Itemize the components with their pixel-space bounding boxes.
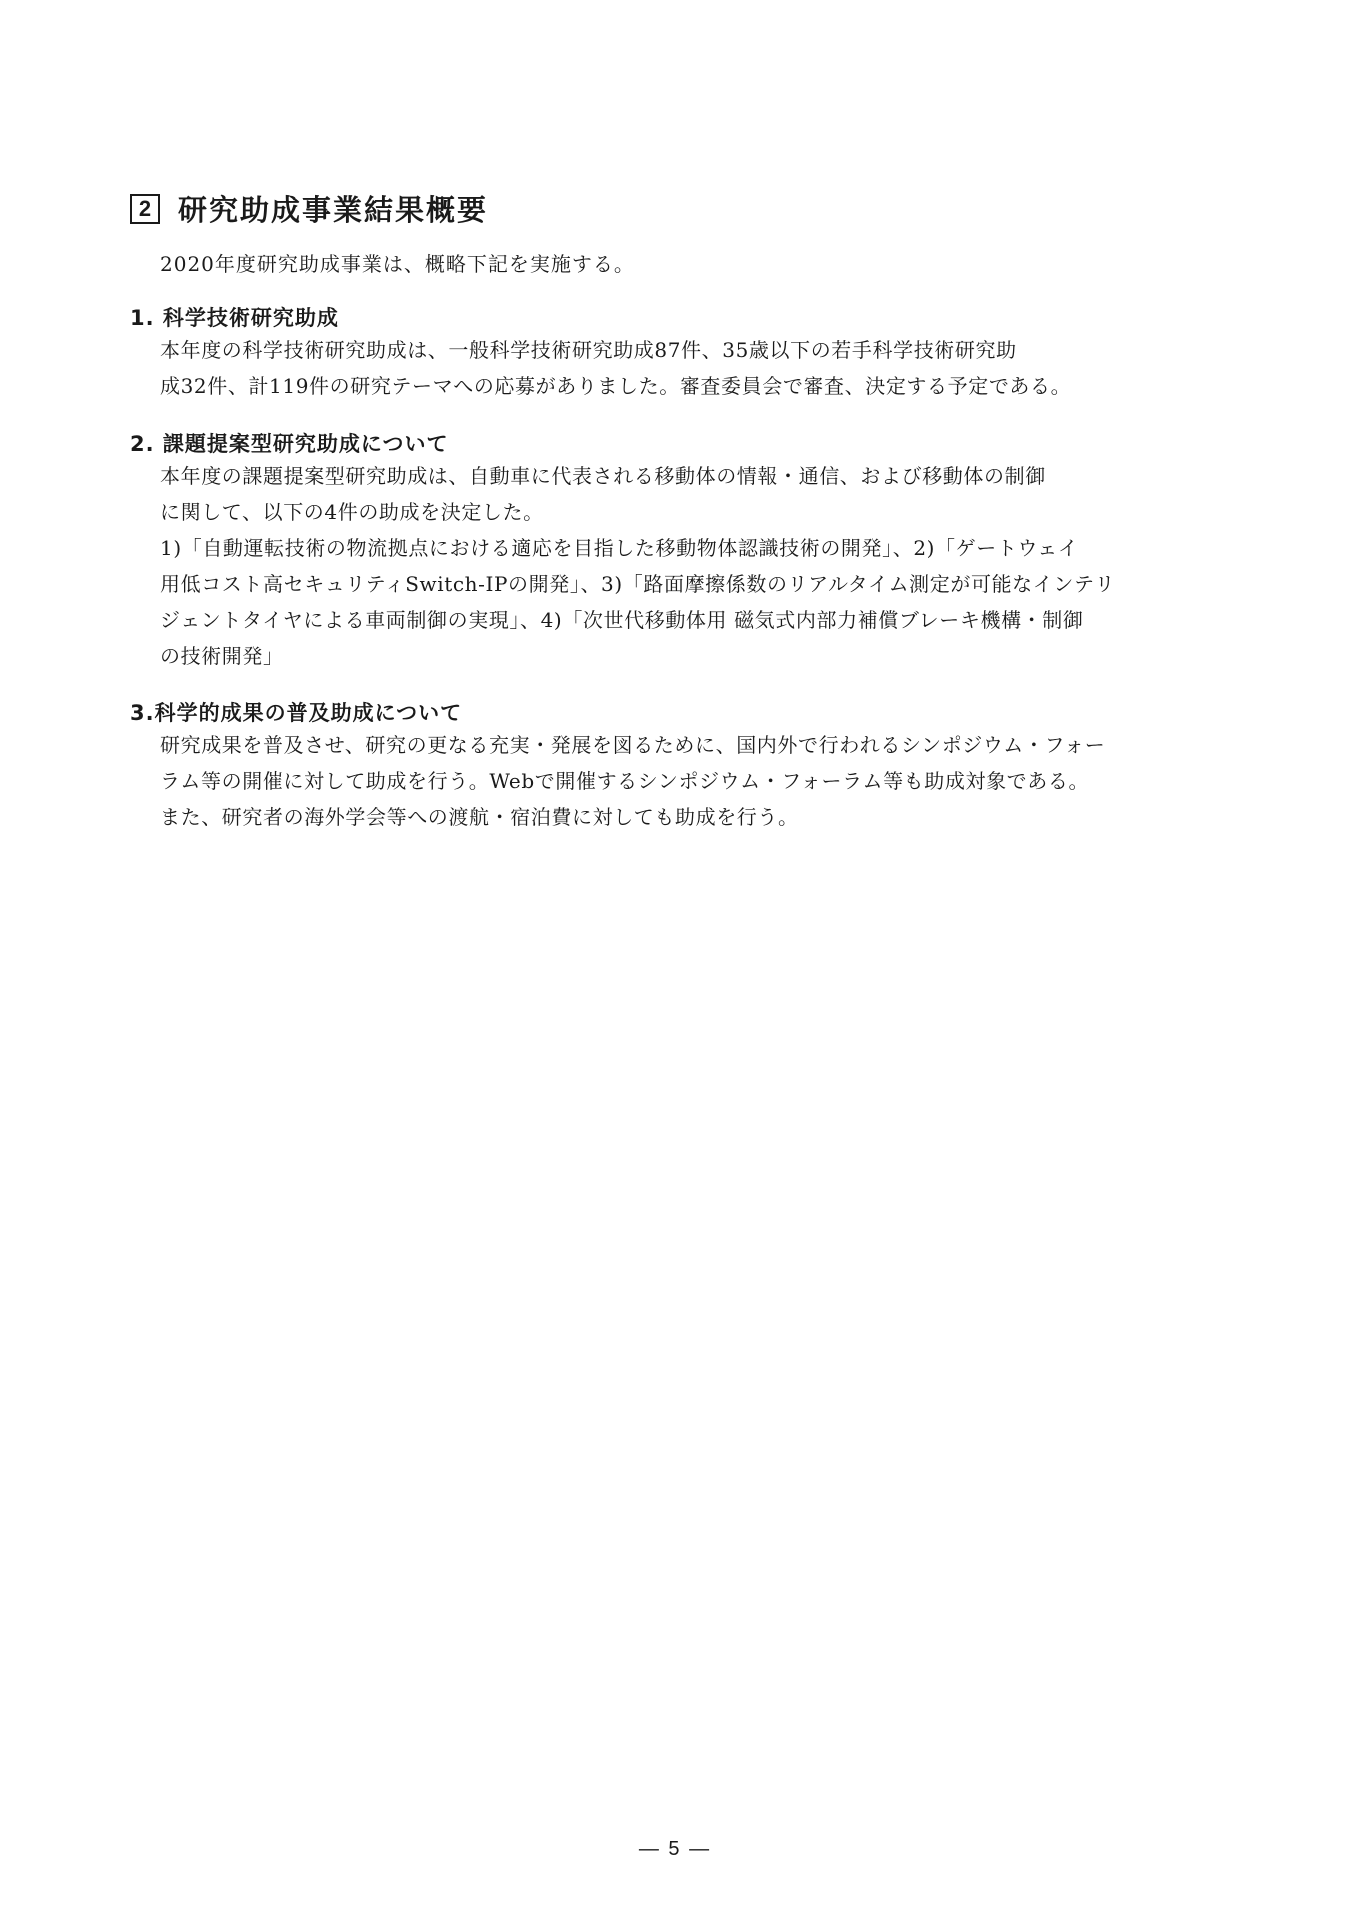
item-2-body [160, 458, 1232, 674]
item-3-body [160, 727, 1232, 835]
paragraph-line: また、研究者の海外学会等への渡航・宿泊費に対しても助成を行う。 [160, 805, 799, 829]
paragraph-line: の技術開発」 [160, 644, 284, 668]
paragraph-line: 用低コスト高セキュリティSwitch-IPの開発」、3)「路面摩擦係数のリアルタイム測定が可能なインテリ [160, 572, 1116, 596]
paragraph-line: ジェントタイヤによる車両制御の実現」、4)「次世代移動体用 磁気式内部力補償ブレーキ機構・制御 [160, 608, 1084, 632]
item-3-heading: 3.科学的成果の普及助成について [130, 701, 463, 725]
item-2-heading: 2. 課題提案型研究助成について [130, 432, 449, 456]
section-number-box: 2 [130, 194, 160, 224]
paragraph-line: 成32件、計119件の研究テーマへの応募がありました。審査委員会で審査、決定する予定である。 [160, 374, 1072, 398]
paragraph-line: 本年度の課題提案型研究助成は、自動車に代表される移動体の情報・通信、および移動体の制御 [160, 464, 1046, 488]
item-1-heading: 1. 科学技術研究助成 [130, 306, 339, 330]
paragraph-line: 本年度の科学技術研究助成は、一般科学技術研究助成87件、35歳以下の若手科学技術研究助 [160, 338, 1017, 362]
paragraph-line: 1)「自動運転技術の物流拠点における適応を目指した移動物体認識技術の開発」、2)「ゲートウェイ [160, 536, 1079, 560]
paragraph-line: ラム等の開催に対して助成を行う。Webで開催するシンポジウム・フォーラム等も助成対象である。 [160, 769, 1090, 793]
section-title: 研究助成事業結果概要 [178, 193, 489, 227]
section-header [130, 188, 488, 229]
paragraph-line: に関して、以下の4件の助成を決定した。 [160, 500, 544, 524]
page-number: — 5 — [638, 1838, 712, 1860]
section-intro: 2020年度研究助成事業は、概略下記を実施する。 [160, 252, 635, 276]
paragraph-line: 研究成果を普及させ、研究の更なる充実・発展を図るために、国内外で行われるシンポジウム・フォー [160, 733, 1106, 757]
item-1-body [160, 332, 1232, 404]
